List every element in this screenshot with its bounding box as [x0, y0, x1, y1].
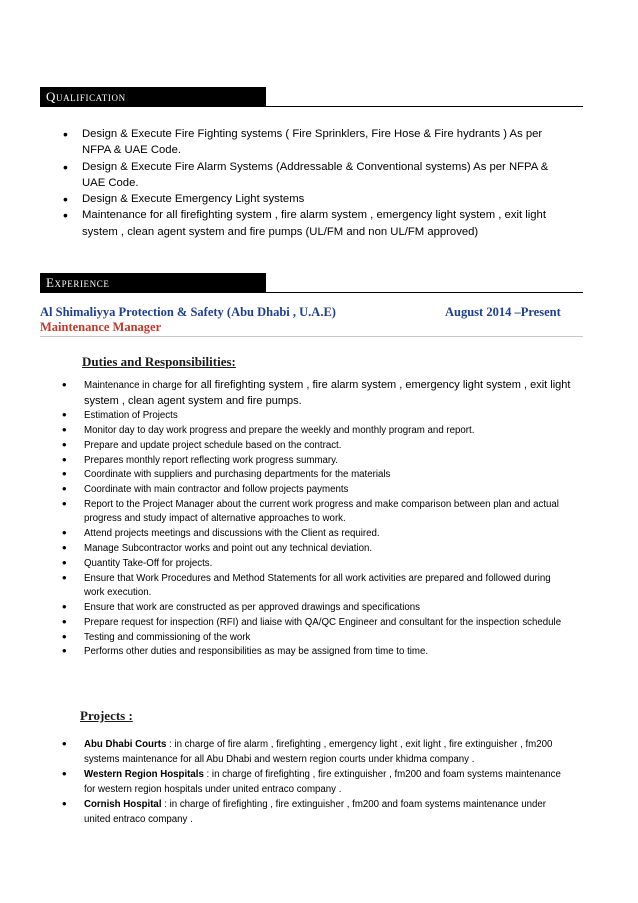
qualification-item: • Design & Execute Fire Alarm Systems (Addressable & Conventional systems) As per NFPA & UAE Code. — [68, 159, 568, 192]
duty-item: • Prepare and update project schedule based on the contract. — [68, 439, 573, 454]
experience-heading: Experience — [40, 273, 266, 292]
duty-item — [68, 378, 573, 409]
duty-item: • Coordinate with main contractor and follow projects payments — [68, 483, 573, 498]
project-name: Abu Dhabi Courts — [84, 739, 167, 750]
duty-item: • Prepare request for inspection (RFI) and liaise with QA/QC Engineer and consultant for the inspection schedule — [68, 616, 573, 631]
employer-name: Al Shimaliyya Protection & Safety (Abu Dhabi , U.A.E) — [40, 305, 336, 319]
qualification-list — [68, 126, 568, 240]
projects-heading: Projects : — [80, 708, 133, 723]
project-item — [68, 768, 573, 797]
duty-item: • Ensure that work are constructed as per approved drawings and specifications — [68, 601, 573, 616]
duties-heading: Duties and Responsibilities: — [82, 354, 236, 369]
employer-line — [40, 305, 600, 320]
duty-item: • Monitor day to day work progress and prepare the weekly and monthly program and report. — [68, 424, 573, 439]
duty-item: • Estimation of Projects — [68, 409, 573, 424]
duty-item: • Prepares monthly report reflecting work progress summary. — [68, 454, 573, 469]
duty-text: for all firefighting system , fire alarm system , emergency light system , exit light system , clean agent system and fire pumps. — [84, 379, 571, 407]
divider — [40, 336, 583, 337]
duty-item: • Coordinate with suppliers and purchasing departments for the materials — [68, 468, 573, 483]
project-name: Western Region Hospitals — [84, 769, 204, 781]
job-title: Maintenance Manager — [40, 320, 162, 334]
projects-list — [68, 738, 573, 829]
project-item — [68, 738, 573, 767]
duty-item: • Performs other duties and responsibilities as may be assigned from time to time. — [68, 645, 573, 660]
qualification-section-header — [40, 87, 583, 107]
employment-period: August 2014 –Present — [445, 305, 561, 319]
project-detail: : in charge of firefighting , fire extinguisher , fm200 and foam systems maintenance under united entraco company . — [84, 799, 546, 825]
duty-item: • Testing and commissioning of the work — [68, 631, 573, 646]
project-detail: : in charge of fire alarm , firefighting , emergency light , exit light , fire extinguisher , fm200 systems maintenance for all Abu Dhabi and western region courts under khidma company . — [84, 739, 553, 765]
qualification-heading: Qualification — [40, 87, 266, 106]
qualification-item: • Design & Execute Emergency Light systems — [68, 191, 568, 207]
duty-item: • Attend projects meetings and discussions with the Client as required. — [68, 527, 573, 542]
project-name: Cornish Hospital — [84, 799, 162, 811]
project-detail: : in charge of firefighting , fire extinguisher , fm200 and foam systems maintenance for western region hospitals under united entraco company . — [84, 769, 561, 795]
duty-prefix: Maintenance in charge — [84, 380, 185, 391]
duties-list — [68, 378, 573, 660]
experience-section-header — [40, 273, 583, 293]
project-item — [68, 798, 573, 827]
duty-item: • Report to the Project Manager about the current work progress and make comparison between plan and actual progress and study impact of alternative approaches to work. — [68, 498, 573, 527]
duty-item: • Manage Subcontractor works and point out any technical deviation. — [68, 542, 573, 557]
duty-item: • Ensure that Work Procedures and Method Statements for all work activities are prepared and followed during work execution. — [68, 572, 573, 601]
qualification-item: • Maintenance for all firefighting system , fire alarm system , emergency light system , exit light system , clean agent system and fire pumps (UL/FM and non UL/FM approved) — [68, 207, 568, 240]
qualification-item: • Design & Execute Fire Fighting systems ( Fire Sprinklers, Fire Hose & Fire hydrants ) As per NFPA & UAE Code. — [68, 126, 568, 159]
duty-item: • Quantity Take-Off for projects. — [68, 557, 573, 572]
